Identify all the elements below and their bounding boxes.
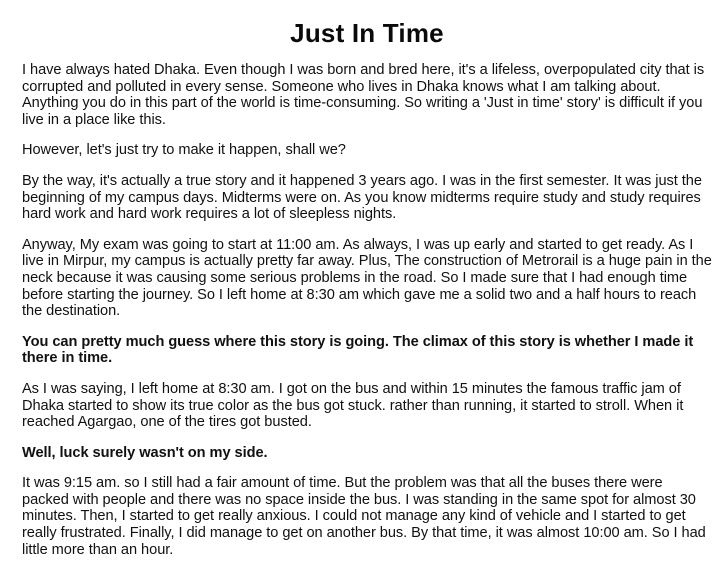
paragraph-5-bold: You can pretty much guess where this story is going. The climax of this story is whether I made it there in time. <box>22 333 694 367</box>
paragraph-7-bold: Well, luck surely wasn't on my side. <box>22 444 268 461</box>
document-title: Just In Time <box>290 18 444 48</box>
paragraph-2: However, let's just try to make it happen, shall we? <box>22 142 346 159</box>
paragraph-1: I have always hated Dhaka. Even though I was born and bred here, it's a lifeless, overpopulated city that is corrupted and polluted in every sense. Someone who lives in Dhaka knows what I am talking about. Anything you do in this part of the world is time-consuming. So writing a 'Just in time' story' is difficult if you live in a place like this. <box>22 62 705 128</box>
paragraph-4: Anyway, My exam was going to start at 11:00 am. As always, I was up early and started to get ready. As I live in Mirpur, my campus is actually pretty far away. Plus, The construction of Metrorail is a huge pain in the neck because it was causing some serious problems in the road. So I made sure that I had enough time before starting the journey. So I left home at 8:30 am which gave me a solid two and a half hours to reach the destination. <box>22 236 712 320</box>
paragraph-8: It was 9:15 am. so I still had a fair amount of time. But the problem was that all the buses there were packed with people and there was no space inside the bus. I was standing in the same spot for almost 30 minutes. Then, I started to get really anxious. I could not manage any kind of vehicle and I started to get really frustrated. Finally, I did manage to get on another bus. By that time, it was almost 10:00 am. So I had little more than an hour. <box>22 475 706 558</box>
document-page <box>22 12 712 572</box>
paragraph-3: By the way, it's actually a true story and it happened 3 years ago. I was in the first semester. It was just the beginning of my campus days. Midterms were on. As you know midterms require study and study requires hard work and hard work requires a lot of sleepless nights. <box>22 172 702 223</box>
paragraph-6: As I was saying, I left home at 8:30 am. I got on the bus and within 15 minutes the famous traffic jam of Dhaka started to show its true color as the bus got stuck. rather than running, it started to stroll. When it reached Agargao, one of the tires got busted. <box>22 380 684 431</box>
